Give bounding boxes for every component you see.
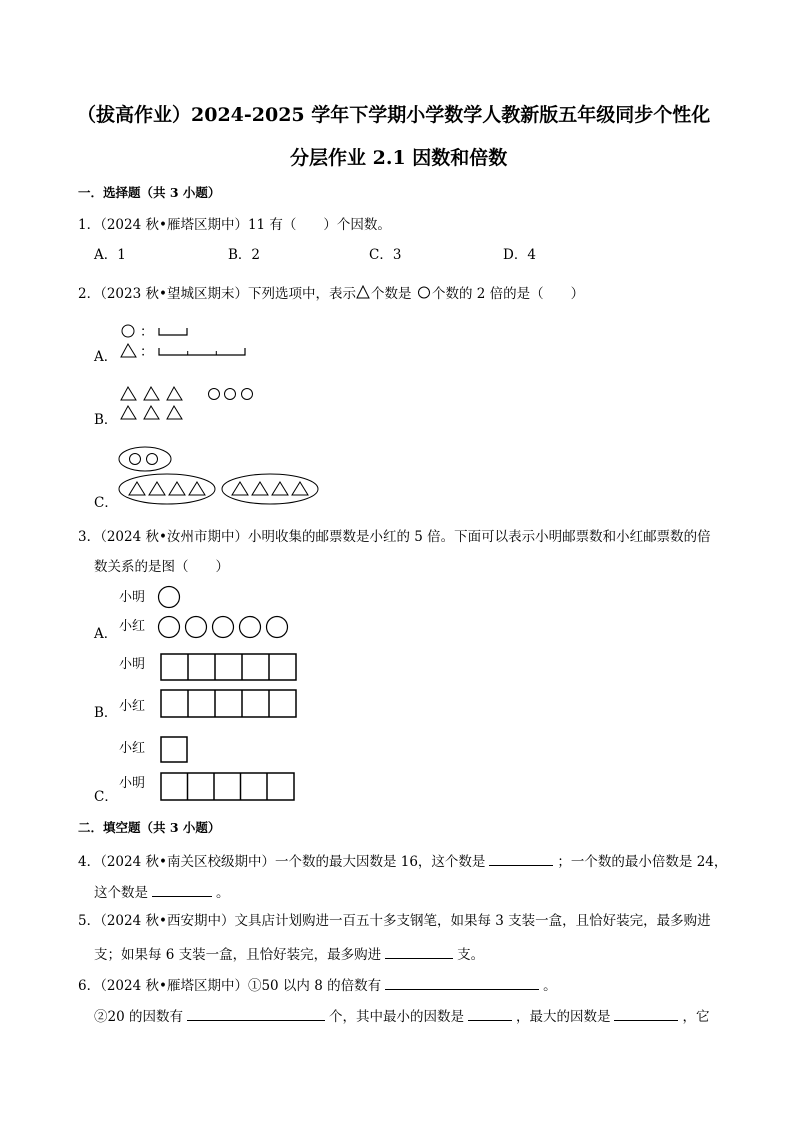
answer-blank-q4-1[interactable] <box>489 853 553 866</box>
question-2-stem-part2: 个数是 <box>371 286 412 302</box>
answer-blank-q6-2[interactable] <box>187 1008 325 1021</box>
q3-option-a[interactable]: A． <box>94 626 118 642</box>
question-5-line1: 5．（2024 秋•西安期中）文具店计划购进一百五十多支钢笔，如果每 3 支装一盒，且恰好装完，最多购进 <box>78 913 711 929</box>
triangle-icon <box>120 343 138 359</box>
segment-bar-short <box>158 326 188 338</box>
label-xiaohong: 小红 <box>119 619 146 634</box>
q3-option-c[interactable]: C． <box>94 789 118 805</box>
question-5-line2 <box>94 946 484 963</box>
answer-blank-q6-1[interactable] <box>385 977 539 990</box>
answer-blank-q6-3[interactable] <box>468 1008 512 1021</box>
q1-option-d[interactable]: D．4 <box>503 247 536 263</box>
q1-option-b[interactable]: B．2 <box>228 247 261 263</box>
q3-option-b[interactable]: B． <box>94 705 118 721</box>
question-2-stem-part1: 2．（2023 秋•望城区期末）下列选项中，表示 <box>78 286 356 302</box>
question-2-stem-part3: 个数的 2 倍的是（ ） <box>432 286 585 302</box>
q2-option-a[interactable]: A． <box>94 349 118 365</box>
circles-row <box>207 387 257 401</box>
question-6-line1 <box>78 977 557 994</box>
triangles-row-2 <box>120 405 184 421</box>
q5-text-2: 支。 <box>457 947 485 963</box>
boxes-row-five <box>160 772 298 802</box>
circles-row-five <box>157 615 293 641</box>
label-xiaoming: 小明 <box>119 657 146 672</box>
title-line-1: （拔高作业）2024-2025 学年下学期小学数学人教新版五年级同步个性化 <box>77 104 711 126</box>
q6-text-5: ，最大的因数是 <box>515 1009 611 1025</box>
boxes-row-five <box>160 653 298 681</box>
q1-option-a[interactable]: A．1 <box>94 247 126 263</box>
q2-colon: ： <box>140 344 154 360</box>
q1-option-c[interactable]: C．3 <box>369 247 402 263</box>
section-heading-choice: 一．选择题（共 3 小题） <box>78 185 221 200</box>
triangles-group-oval-1 <box>118 473 218 505</box>
answer-blank-q6-4[interactable] <box>614 1008 678 1021</box>
q6-text-6: ，它 <box>682 1009 710 1025</box>
q4-text-4: 。 <box>216 885 230 901</box>
box-single <box>160 736 190 764</box>
q6-text-3: ②20 的因数有 <box>94 1009 183 1025</box>
title-line-2: 分层作业 2.1 因数和倍数 <box>290 147 508 169</box>
section-heading-fill: 二．填空题（共 3 小题） <box>78 820 221 835</box>
q6-text-4: 个，其中最小的因数是 <box>328 1009 464 1025</box>
circle-icon <box>157 585 183 611</box>
label-xiaoming: 小明 <box>119 776 146 791</box>
q4-text-1: 4．（2024 秋•南关区校级期中）一个数的最大因数是 16，这个数是 <box>78 854 486 870</box>
label-xiaoming: 小明 <box>119 590 146 605</box>
question-6-line2 <box>94 1008 709 1025</box>
answer-blank-q5[interactable] <box>385 946 453 959</box>
q2-option-b[interactable]: B． <box>94 412 118 428</box>
circle-icon <box>417 286 431 300</box>
q6-text-2: 。 <box>543 978 557 994</box>
q2-colon: ： <box>140 324 154 340</box>
question-1-stem: 1．（2024 秋•雁塔区期中）11 有（ ）个因数。 <box>78 217 391 233</box>
q4-text-2: ；一个数的最小倍数是 24， <box>557 854 728 870</box>
triangles-row-1 <box>120 386 184 402</box>
label-xiaohong: 小红 <box>119 699 146 714</box>
q2-option-c[interactable]: C． <box>94 495 118 511</box>
q6-text-1: 6．（2024 秋•雁塔区期中）①50 以内 8 的倍数有 <box>78 978 382 994</box>
label-xiaohong: 小红 <box>119 741 146 756</box>
triangle-icon <box>356 285 370 299</box>
circle-icon <box>121 324 137 340</box>
boxes-row-five <box>160 689 298 719</box>
q4-text-3: 这个数是 <box>94 885 148 901</box>
question-4-line2 <box>94 884 230 901</box>
triangles-group-oval-2 <box>221 473 321 505</box>
circles-group-oval <box>118 446 174 472</box>
question-4-line1 <box>78 853 727 870</box>
q5-text-1: 支；如果每 6 支装一盒，且恰好装完，最多购进 <box>94 947 382 963</box>
question-3-stem-line1: 3．（2024 秋•汝州市期中）小明收集的邮票数是小红的 5 倍。下面可以表示小明邮票数和小红邮票数的倍 <box>78 529 711 545</box>
answer-blank-q4-2[interactable] <box>152 884 212 897</box>
question-3-stem-line2: 数关系的是图（ ） <box>94 559 229 575</box>
segment-bar-long <box>158 346 246 358</box>
